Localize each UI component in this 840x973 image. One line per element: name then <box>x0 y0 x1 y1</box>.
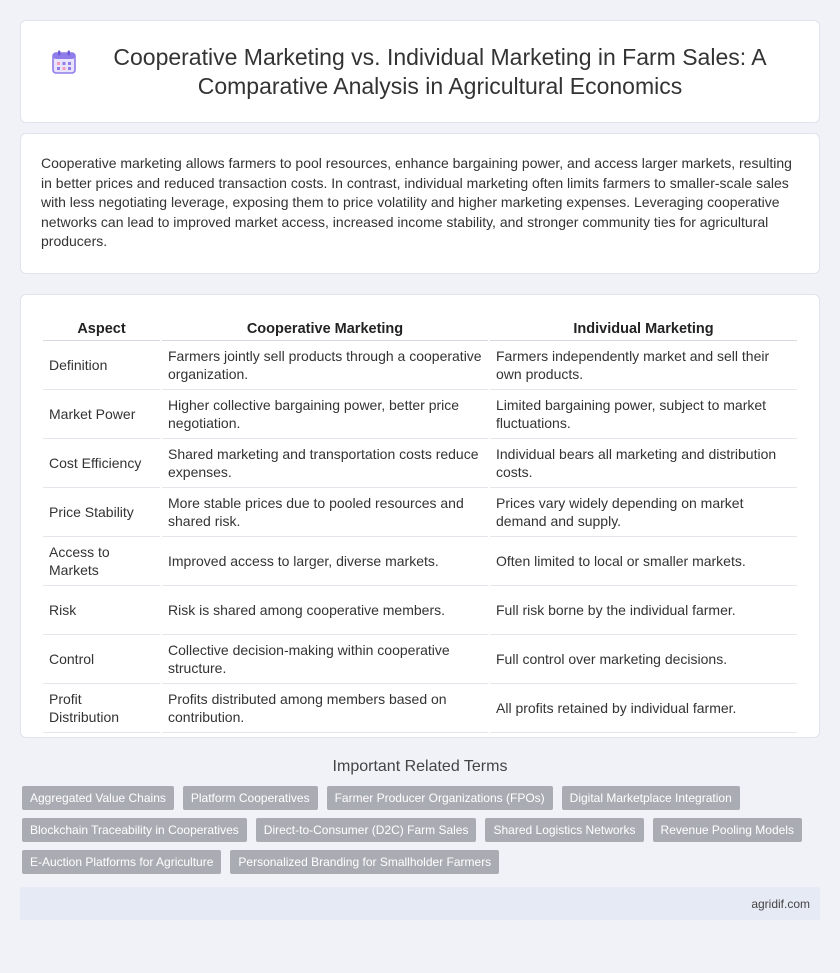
cooperative-cell: Shared marketing and transportation costs reduce expenses. <box>161 439 489 488</box>
comparison-card <box>20 294 820 738</box>
aspect-cell: Cost Efficiency <box>43 439 161 488</box>
related-term-tag[interactable]: Digital Marketplace Integration <box>562 786 740 810</box>
individual-cell: Full control over marketing decisions. <box>489 635 797 684</box>
cooperative-cell: Farmers jointly sell products through a cooperative organization. <box>161 341 489 390</box>
aspect-cell: Definition <box>43 341 161 390</box>
cooperative-cell: More stable prices due to pooled resources and shared risk. <box>161 488 489 537</box>
cooperative-cell: Risk is shared among cooperative members. <box>161 586 489 635</box>
table-row <box>43 586 797 635</box>
intro-paragraph: Cooperative marketing allows farmers to pool resources, enhance bargaining power, and access larger markets, resulting in better prices and reduced transaction costs. In contrast, individual marketing often limits farmers to smaller-scale sales with less negotiating leverage, exposing them to price volatility and higher marketing expenses. Leveraging cooperative networks can lead to improved market access, increased income stability, and stronger community ties for agricultural producers. <box>20 133 820 274</box>
table-row <box>43 537 797 586</box>
related-term-tag[interactable]: Revenue Pooling Models <box>653 818 802 842</box>
related-term-tag[interactable]: E-Auction Platforms for Agriculture <box>22 850 221 874</box>
header-cooperative: Cooperative Marketing <box>161 319 489 341</box>
aspect-cell: Price Stability <box>43 488 161 537</box>
cooperative-cell: Higher collective bargaining power, better price negotiation. <box>161 390 489 439</box>
aspect-cell: Profit Distribution <box>43 684 161 733</box>
table-row <box>43 341 797 390</box>
aspect-cell: Market Power <box>43 390 161 439</box>
page-title: Cooperative Marketing vs. Individual Marketing in Farm Sales: A Comparative Analysis in Agricultural Economics <box>113 43 767 99</box>
footer-site-link[interactable]: agridif.com <box>751 896 810 911</box>
individual-cell: Often limited to local or smaller markets. <box>489 537 797 586</box>
aspect-cell: Control <box>43 635 161 684</box>
aspect-cell: Access to Markets <box>43 537 161 586</box>
table-row <box>43 684 797 733</box>
individual-cell: Full risk borne by the individual farmer. <box>489 586 797 635</box>
cooperative-cell: Improved access to larger, diverse markets. <box>161 537 489 586</box>
header-aspect: Aspect <box>43 319 161 341</box>
related-term-tag[interactable]: Blockchain Traceability in Cooperatives <box>22 818 247 842</box>
related-term-tag[interactable]: Farmer Producer Organizations (FPOs) <box>327 786 553 810</box>
individual-cell: Farmers independently market and sell their own products. <box>489 341 797 390</box>
individual-cell: Prices vary widely depending on market demand and supply. <box>489 488 797 537</box>
calendar-icon <box>51 49 77 75</box>
table-row <box>43 390 797 439</box>
table-row <box>43 488 797 537</box>
cooperative-cell: Collective decision-making within cooperative structure. <box>161 635 489 684</box>
header-individual: Individual Marketing <box>489 319 797 341</box>
individual-cell: Individual bears all marketing and distribution costs. <box>489 439 797 488</box>
table-row <box>43 635 797 684</box>
related-term-tag[interactable]: Aggregated Value Chains <box>22 786 174 810</box>
footer <box>20 887 820 920</box>
related-term-tag[interactable]: Personalized Branding for Smallholder Farmers <box>230 850 499 874</box>
aspect-cell: Risk <box>43 586 161 635</box>
related-term-tag[interactable]: Direct-to-Consumer (D2C) Farm Sales <box>256 818 477 842</box>
title-card <box>20 20 820 123</box>
related-term-tag[interactable]: Platform Cooperatives <box>183 786 318 810</box>
related-term-tag[interactable]: Shared Logistics Networks <box>485 818 643 842</box>
related-terms-list <box>22 786 818 874</box>
individual-cell: Limited bargaining power, subject to market fluctuations. <box>489 390 797 439</box>
individual-cell: All profits retained by individual farmer. <box>489 684 797 733</box>
table-header-row <box>43 319 797 341</box>
comparison-table <box>43 319 797 733</box>
cooperative-cell: Profits distributed among members based on contribution. <box>161 684 489 733</box>
related-terms-heading: Important Related Terms <box>332 758 508 775</box>
table-row <box>43 439 797 488</box>
